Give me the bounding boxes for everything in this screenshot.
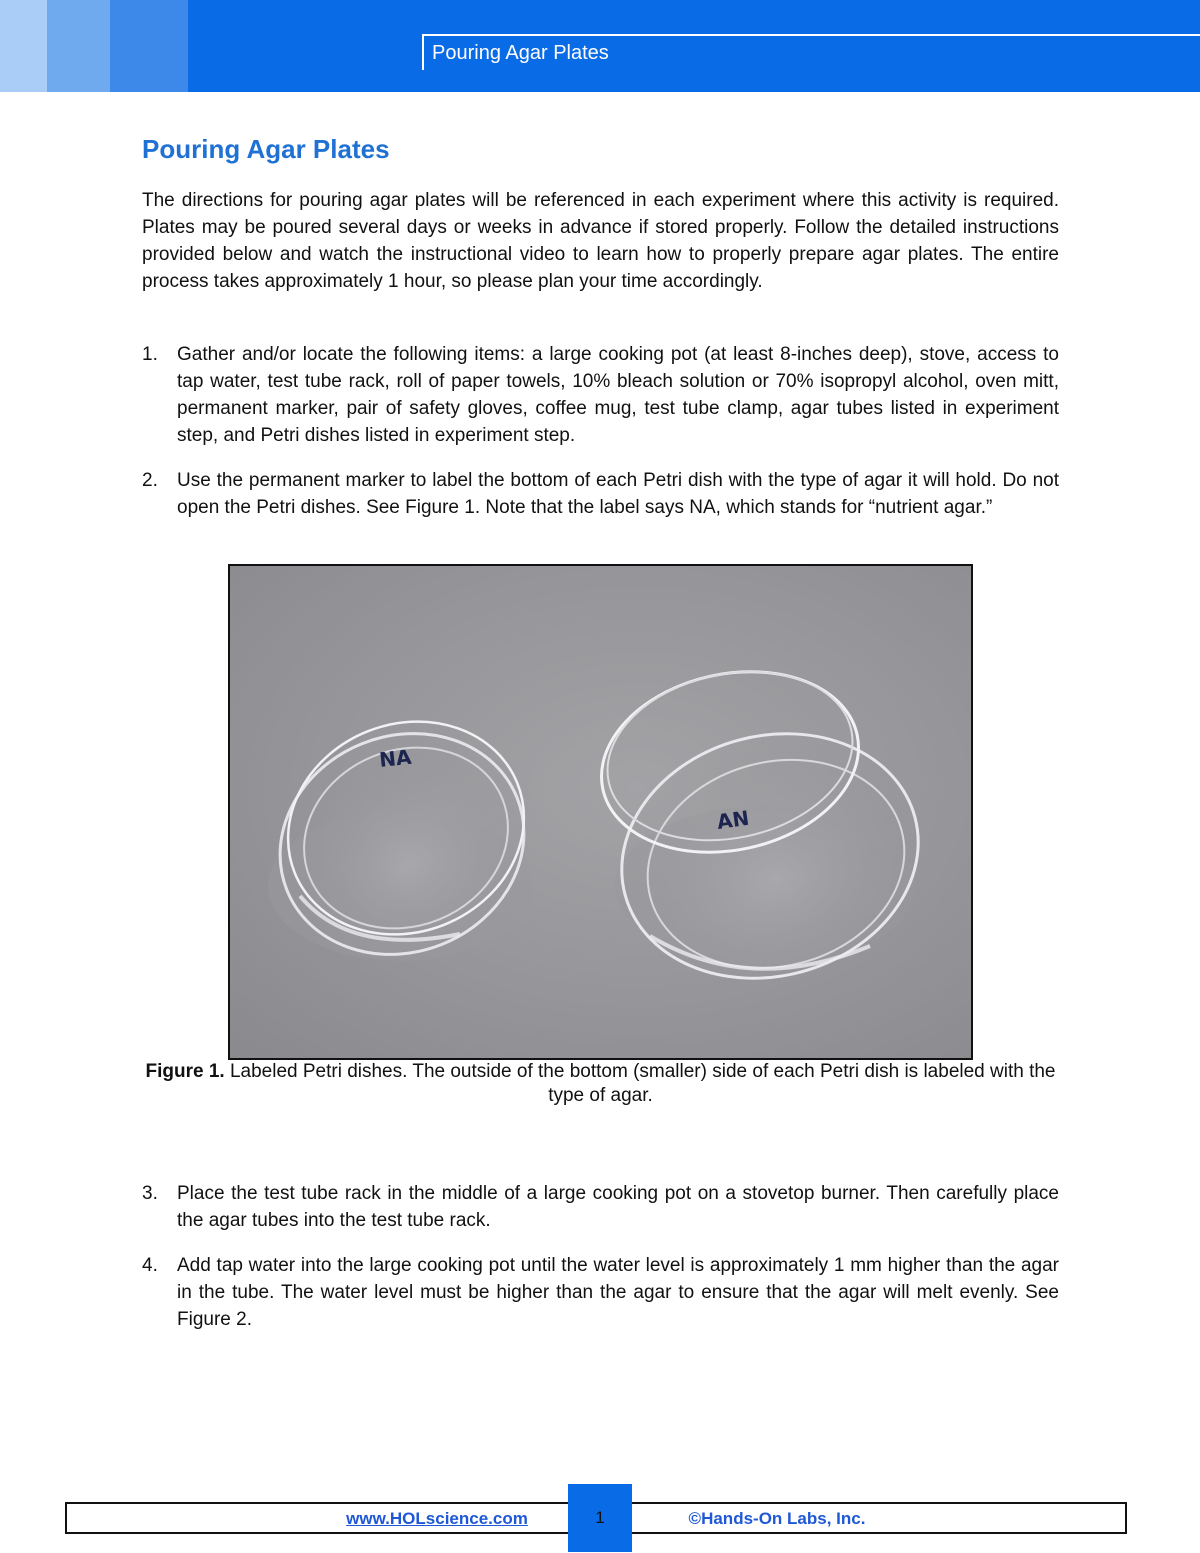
- page-number: 1: [595, 1508, 605, 1527]
- petri-dish-left: [247, 687, 558, 991]
- header-accent-block: [47, 0, 110, 92]
- figure-caption-text: Labeled Petri dishes. The outside of the bottom (smaller) side of each Petri dish is labeled with the type of agar.: [224, 1061, 1056, 1106]
- dish-label-text: AN: [715, 805, 751, 834]
- copyright-text: ©Hands-On Labs, Inc.: [688, 1509, 866, 1528]
- step-number: 2.: [142, 470, 158, 491]
- header-band: [0, 0, 1200, 92]
- website-link[interactable]: www.HOLscience.com: [346, 1509, 528, 1528]
- step-item: [142, 1180, 1059, 1234]
- figure-caption: [142, 1060, 1059, 1108]
- page-title: Pouring Agar Plates: [142, 134, 390, 164]
- header-accent-block: [0, 0, 47, 92]
- petri-dishes-illustration: [230, 566, 971, 1058]
- petri-dish-right: [585, 649, 946, 1011]
- step-text: Add tap water into the large cooking pot until the water level is approximately 1 mm higher than the agar in the tube. The water level must be higher than the agar to ensure that the agar will melt evenly. See Figure 2.: [177, 1255, 1059, 1330]
- figure-photo: [228, 564, 973, 1060]
- header-accent-block: [110, 0, 188, 92]
- step-item: [142, 341, 1059, 449]
- figure-label: Figure 1.: [145, 1061, 225, 1082]
- step-text: Place the test tube rack in the middle of a large cooking pot on a stovetop burner. Then carefully place the agar tubes into the test tube rack.: [177, 1183, 1059, 1231]
- step-item: [142, 467, 1059, 521]
- running-title: Pouring Agar Plates: [422, 34, 1200, 70]
- step-number: 1.: [142, 344, 158, 365]
- step-text: Gather and/or locate the following items: a large cooking pot (at least 8-inches deep), stove, access to tap water, test tube rack, roll of paper towels, 10% bleach solution or 70% isopropyl alcohol, oven mitt, permanent marker, pair of safety gloves, coffee mug, test tube clamp, agar tubes listed in experiment step, and Petri dishes listed in experiment step.: [177, 344, 1059, 446]
- page-number-box: [568, 1484, 632, 1552]
- step-item: [142, 1252, 1059, 1333]
- dish-label-text: NA: [378, 744, 413, 772]
- step-number: 3.: [142, 1183, 158, 1204]
- step-text: Use the permanent marker to label the bottom of each Petri dish with the type of agar it will hold. Do not open the Petri dishes. See Figure 1. Note that the label says NA, which stands for “nutrient agar.”: [177, 470, 1059, 518]
- step-number: 4.: [142, 1255, 158, 1276]
- intro-paragraph: The directions for pouring agar plates will be referenced in each experiment where this activity is required. Plates may be poured several days or weeks in advance if stored properly. Follow the detailed instructions provided below and watch the instructional video to learn how to properly prepare agar plates. The entire process takes approximately 1 hour, so please plan your time accordingly.: [142, 190, 1059, 292]
